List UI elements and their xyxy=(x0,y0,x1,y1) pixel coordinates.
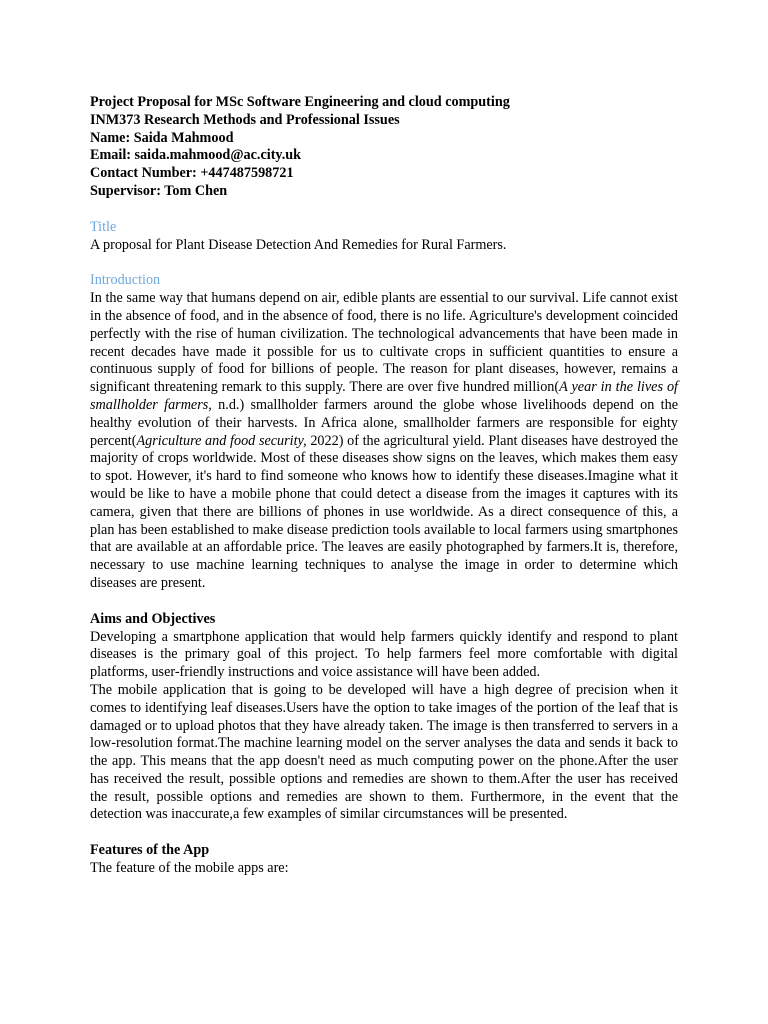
intro-text-part-2: , n.d.) smallholder farmers around the globe whose livelihoods depend on the healthy evolution of their harvests. In Africa alone, smallholder farmers are responsible for eighty percent( xyxy=(90,396,678,449)
document-body xyxy=(90,94,678,878)
title-heading: Title xyxy=(90,218,117,235)
introduction-heading: Introduction xyxy=(90,272,161,289)
module-line: INM373 Research Methods and Professional Issues xyxy=(90,111,400,128)
title-text: A proposal for Plant Disease Detection And Remedies for Rural Farmers. xyxy=(90,236,507,253)
citation-smallholder-farmers: A year in the lives of smallholder farmers xyxy=(90,379,678,413)
aims-heading: Aims and Objectives xyxy=(90,610,216,627)
proposal-header xyxy=(90,94,678,201)
aims-paragraph-1: Developing a smartphone application that would help farmers quickly identify and respond to plant diseases is the primary goal of this project. To help farmers feel more comfortable with digital platforms, user-friendly instructions and voice assistance will have been added. xyxy=(90,628,678,681)
intro-text-part-3: 2022) of the agricultural yield. Plant diseases have destroyed the majority of crops worldwide. Most of these diseases show signs on the leaves, which makes them easy to spot. However, it's hard to find someone who knows how to identify these diseases.Imagine what it would be like to have a mobile phone that could detect a disease from the images it captures with its camera, given that there are billions of phones in use worldwide. As a direct consequence of this, a plan has been established to make disease prediction tools available to local farmers using smartphones that are available at an affordable price. The leaves are easily photographed by farmers.It is, therefore, necessary to use machine learning techniques to analyse the image in order to determine which diseases are present. xyxy=(90,432,679,591)
proposal-title-line: Project Proposal for MSc Software Engineering and cloud computing xyxy=(90,94,510,110)
author-email: Email: saida.mahmood@ac.city.uk xyxy=(90,147,302,164)
contact-number: Contact Number: +447487598721 xyxy=(90,165,294,182)
introduction-paragraph xyxy=(90,290,678,593)
author-name: Name: Saida Mahmood xyxy=(90,129,234,146)
features-heading: Features of the App xyxy=(90,842,210,859)
citation-agriculture-food-security: Agriculture and food security, xyxy=(136,432,307,449)
aims-paragraph-2: The mobile application that is going to be developed will have a high degree of precision when it comes to identifying leaf diseases.Users have the option to take images of the portion of the leaf that is damaged or to upload photos that they have already taken. The image is then transferred to servers in a low-resolution format.The machine learning model on the server analyses the data and sends it back to the app. This means that the app doesn't need as much computing power on the phone.After the user has received the result, possible options and remedies are shown to them.After the user has received the result, possible options and remedies are shown to them. Furthermore, in the event that the detection was inaccurate,a few examples of similar circumstances will be presented. xyxy=(90,681,678,823)
features-intro: The feature of the mobile apps are: xyxy=(90,860,289,877)
intro-text-part-1: In the same way that humans depend on air, edible plants are essential to our survival. Life cannot exist in the absence of food, and in the absence of food, there is no life. Agriculture's development coincided perfectly with the rise of human civilization. The technological advancements that have been made in recent decades have made it possible for us to cultivate crops in sufficient quantities to ensure a continuous supply of food for billions of people. The reason for plant diseases, however, remains a significant threatening remark to this supply. There are over five hundred million( xyxy=(90,290,678,396)
supervisor: Supervisor: Tom Chen xyxy=(90,182,228,199)
